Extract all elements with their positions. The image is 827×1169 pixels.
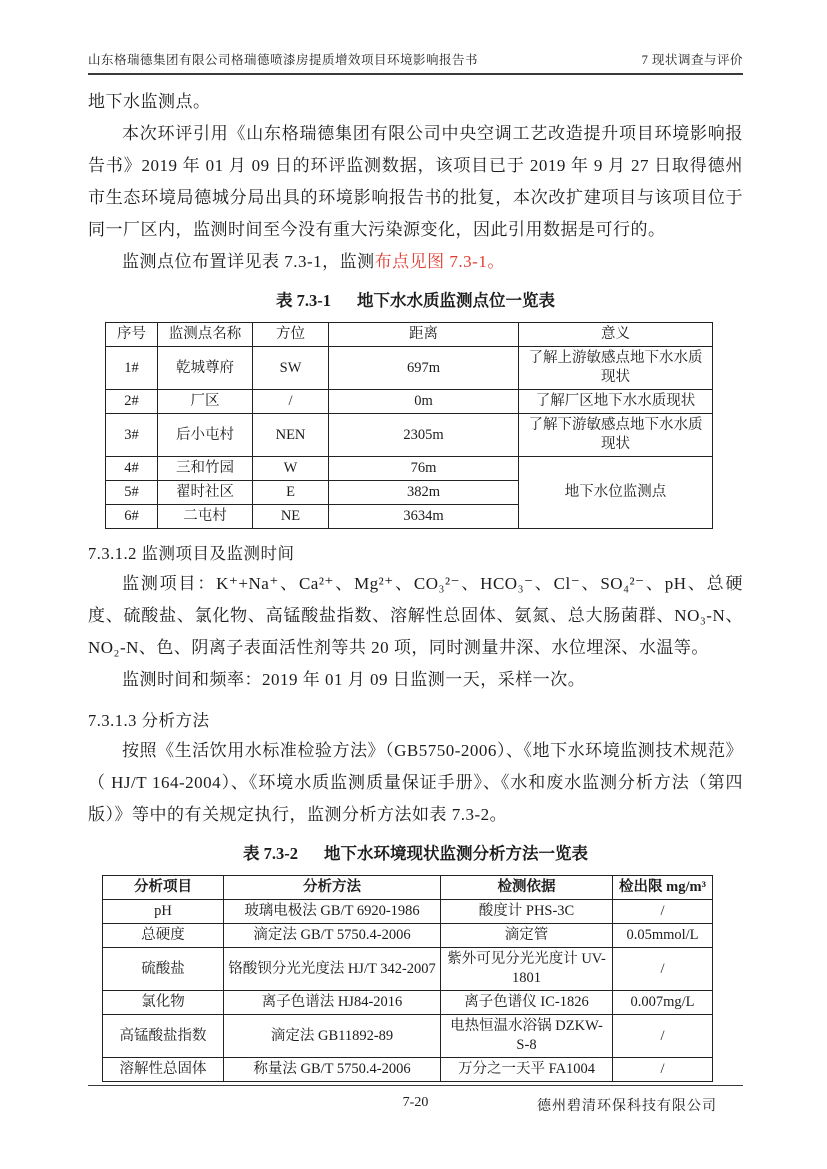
table1-header-cell: 方位 <box>253 323 329 347</box>
table1-cell: 2305m <box>329 414 519 457</box>
table1-cell: 厂区 <box>158 390 253 414</box>
table1-header-cell: 意义 <box>519 323 713 347</box>
page-header <box>88 50 743 75</box>
table2-cell: / <box>613 900 713 924</box>
table2-cell: 紫外可见分光光度计 UV-1801 <box>441 948 613 991</box>
table2-header-cell: 检出限 mg/m³ <box>613 876 713 900</box>
table2-header-cell: 分析项目 <box>103 876 224 900</box>
table2-header-cell: 分析方法 <box>224 876 441 900</box>
table1-cell: 三和竹园 <box>158 457 253 481</box>
table1-cell: 697m <box>329 347 519 390</box>
table2-cell: 称量法 GB/T 5750.4-2006 <box>224 1058 441 1082</box>
table2-cell: 离子色谱法 HJ84-2016 <box>224 991 441 1015</box>
table2-cell: 0.05mmol/L <box>613 924 713 948</box>
table1-cell: 0m <box>329 390 519 414</box>
page-footer <box>88 1085 743 1130</box>
footer-page-number: 7-20 <box>402 1095 429 1110</box>
table2-cell: 氯化物 <box>103 991 224 1015</box>
table2-row <box>103 991 713 1015</box>
table1-caption <box>88 290 743 312</box>
table2-cell: / <box>613 1015 713 1058</box>
table1-meaning-cell: 了解上游敏感点地下水水质现状 <box>519 347 713 390</box>
table2-row <box>103 948 713 991</box>
table1-caption-number: 表 7.3-1 <box>276 291 331 310</box>
table1-cell: NE <box>253 505 329 529</box>
header-report-title: 山东格瑞德集团有限公司格瑞德喷漆房提质增效项目环境影响报告书 <box>88 53 479 67</box>
table1-meaning-cell: 地下水位监测点 <box>519 457 713 529</box>
table2-cell: / <box>613 948 713 991</box>
table1-meaning-cell: 了解厂区地下水水质现状 <box>519 390 713 414</box>
page-content <box>88 86 743 1082</box>
table2-cell: 溶解性总固体 <box>103 1058 224 1082</box>
table2-row <box>103 1015 713 1058</box>
table1-cell: 3634m <box>329 505 519 529</box>
figure-reference-red-text: 布点见图 7.3-1。 <box>374 252 505 271</box>
table1-cell: 4# <box>106 457 158 481</box>
table1-row <box>106 414 713 457</box>
table2-cell: 0.007mg/L <box>613 991 713 1015</box>
table1-cell: NEN <box>253 414 329 457</box>
paragraph-groundwater-points: 地下水监测点。 <box>88 92 211 111</box>
table1-cell: SW <box>253 347 329 390</box>
table1-cell: 二屯村 <box>158 505 253 529</box>
table1-cell: 乾城尊府 <box>158 347 253 390</box>
table2-cell: 滴定管 <box>441 924 613 948</box>
table2-cell: pH <box>103 900 224 924</box>
table1-cell: 382m <box>329 481 519 505</box>
table2-cell: 硫酸盐 <box>103 948 224 991</box>
table1-header-cell: 序号 <box>106 323 158 347</box>
table2-cell: 电热恒温水浴锅 DZKW-S-8 <box>441 1015 613 1058</box>
table1-cell: 6# <box>106 505 158 529</box>
table1-cell: 后小屯村 <box>158 414 253 457</box>
analysis-methods-table <box>102 875 713 1082</box>
table2-cell: / <box>613 1058 713 1082</box>
table2-cell: 酸度计 PHS-3C <box>441 900 613 924</box>
table1-meaning-cell: 了解下游敏感点地下水水质现状 <box>519 414 713 457</box>
section-heading-7312: 7.3.1.2 监测项目及监测时间 <box>88 544 295 563</box>
table2-cell: 滴定法 GB11892-89 <box>224 1015 441 1058</box>
table1-cell: / <box>253 390 329 414</box>
table2-caption <box>88 843 743 865</box>
table1-cell: 3# <box>106 414 158 457</box>
header-chapter-title: 7 现状调查与评价 <box>641 53 743 67</box>
table2-caption-number: 表 7.3-2 <box>243 844 298 863</box>
table2-cell: 高锰酸盐指数 <box>103 1015 224 1058</box>
table2-cell: 玻璃电极法 GB/T 6920-1986 <box>224 900 441 924</box>
table1-header-cell: 距离 <box>329 323 519 347</box>
table1-caption-title: 地下水水质监测点位一览表 <box>357 291 555 310</box>
table1-cell: 76m <box>329 457 519 481</box>
table-reference-text: 监测点位布置详见表 7.3-1，监测 <box>122 252 375 271</box>
table2-cell: 离子色谱仪 IC-1826 <box>441 991 613 1015</box>
paragraph-monitoring-time: 监测时间和频率：2019 年 01 月 09 日监测一天，采样一次。 <box>122 670 586 689</box>
table2-cell: 万分之一天平 FA1004 <box>441 1058 613 1082</box>
analysis-methods-table-header-row <box>103 876 713 900</box>
table1-row <box>106 390 713 414</box>
table2-cell: 滴定法 GB/T 5750.4-2006 <box>224 924 441 948</box>
table1-cell: W <box>253 457 329 481</box>
paragraph-monitoring-items: 监测项目：K⁺+Na⁺、Ca²⁺、Mg²⁺、CO₃²⁻、HCO₃⁻、Cl⁻、SO₄²⁻、pH、总硬度、硫酸盐、氯化物、高锰酸盐指数、溶解性总固体、氨氮、总大肠菌群、NO₃-N、NO₂-N、色、阴离子表面活性剂等共 20 项，同时测量井深、水位埋深、水温等。 <box>88 574 743 657</box>
table2-row <box>103 1058 713 1082</box>
table2-cell: 总硬度 <box>103 924 224 948</box>
paragraph-citation: 本次环评引用《山东格瑞德集团有限公司中央空调工艺改造提升项目环境影响报告书》2019 年 01 月 09 日的环评监测数据，该项目已于 2019 年 9 月 27 日取得德州市生态环境局德城分局出具的环境影响报告书的批复，本次改扩建项目与该项目位于同一厂区内，监测时间至今没有重大污染源变化，因此引用数据是可行的。 <box>88 124 743 239</box>
table2-cell: 铬酸钡分光光度法 HJ/T 342-2007 <box>224 948 441 991</box>
section-heading-7313: 7.3.1.3 分析方法 <box>88 711 210 730</box>
footer-company-name: 德州碧清环保科技有限公司 <box>537 1099 717 1114</box>
table2-header-cell: 检测依据 <box>441 876 613 900</box>
table1-cell: 翟时社区 <box>158 481 253 505</box>
paragraph-analysis-standards: 按照《生活饮用水标准检验方法》（GB5750-2006）、《地下水环境监测技术规范》（ HJ/T 164-2004）、《环境水质监测质量保证手册》、《水和废水监测分析方法（第四版）》等中的有关规定执行，监测分析方法如表 7.3-2。 <box>88 741 743 824</box>
table1-cell: 1# <box>106 347 158 390</box>
table2-row <box>103 924 713 948</box>
table1-cell: 5# <box>106 481 158 505</box>
monitoring-points-table-header-row <box>106 323 713 347</box>
table1-cell: E <box>253 481 329 505</box>
table1-header-cell: 监测点名称 <box>158 323 253 347</box>
monitoring-points-table <box>105 322 713 529</box>
table2-row <box>103 900 713 924</box>
table1-cell: 2# <box>106 390 158 414</box>
table1-row <box>106 347 713 390</box>
paragraph-table-reference <box>88 246 743 278</box>
table1-row <box>106 457 713 481</box>
table2-caption-title: 地下水环境现状监测分析方法一览表 <box>324 844 588 863</box>
